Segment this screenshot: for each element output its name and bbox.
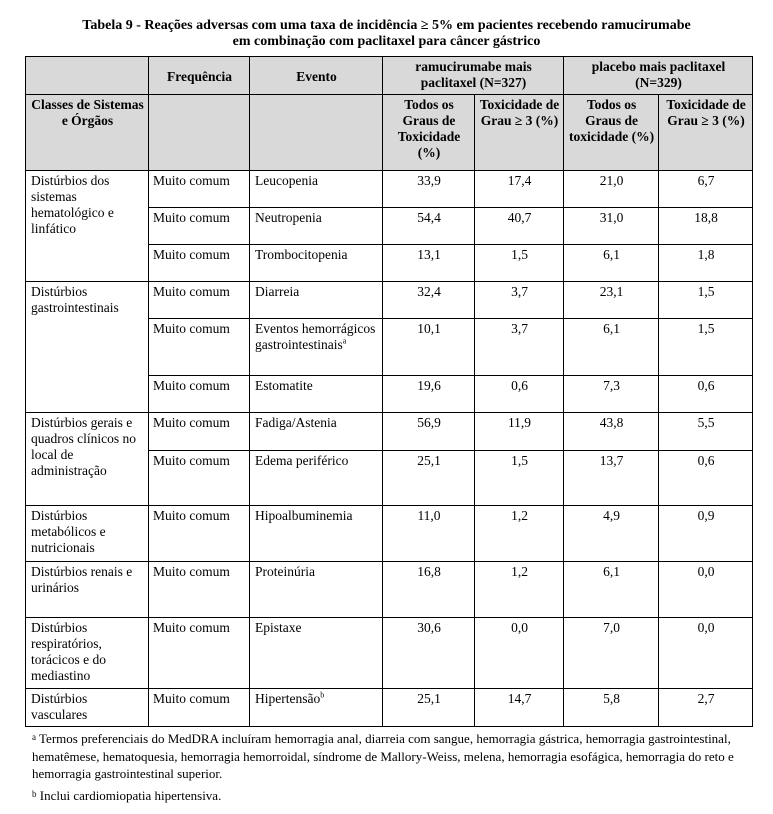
cell-frequency: Muito comum — [149, 171, 250, 208]
cell-grade3-placebo: 2,7 — [659, 689, 753, 727]
header-event-blank — [250, 95, 383, 171]
cell-class: Distúrbios dos sistemas hematológico e linfático — [26, 171, 149, 282]
cell-grade3-ramucirumab: 1,5 — [475, 451, 564, 506]
cell-frequency: Muito comum — [149, 451, 250, 506]
cell-event-text: Estomatite — [255, 378, 313, 393]
cell-event-text: Edema periférico — [255, 453, 349, 468]
cell-frequency: Muito comum — [149, 689, 250, 727]
footnote-a — [32, 730, 752, 783]
header-group-placebo: placebo mais paclitaxel (N=329) — [564, 57, 753, 95]
header-blank — [26, 57, 149, 95]
cell-event-text: Hipoalbuminemia — [255, 508, 353, 523]
header-grade3-placebo: Toxicidade de Grau ≥ 3 (%) — [659, 95, 753, 171]
cell-grade3-ramucirumab: 14,7 — [475, 689, 564, 727]
cell-all-grades-ramucirumab: 54,4 — [383, 208, 475, 245]
cell-all-grades-placebo: 5,8 — [564, 689, 659, 727]
header-row-1 — [26, 57, 753, 95]
header-grade3-ramucirumab: Toxicidade de Grau ≥ 3 (%) — [475, 95, 564, 171]
table-row — [26, 562, 753, 618]
cell-frequency: Muito comum — [149, 282, 250, 319]
footnote-marker: b — [320, 690, 325, 700]
header-all-grades-placebo: Todos os Graus de toxicidade (%) — [564, 95, 659, 171]
cell-all-grades-ramucirumab: 33,9 — [383, 171, 475, 208]
cell-all-grades-placebo: 31,0 — [564, 208, 659, 245]
cell-event — [250, 618, 383, 689]
cell-event — [250, 506, 383, 562]
cell-grade3-ramucirumab: 3,7 — [475, 282, 564, 319]
footnote-a-text: Termos preferenciais do MedDRA incluíram hemorragia anal, diarreia com sangue, hemorragia gástrica, hemorragia gastrointestinal, hematêmese, hematoquesia, hemorragia hemorroidal, síndrome de Mallory-Weiss, melena, hemorragia esofágica, hemorragia do reto e hemorragia gastrointestinal superior. — [32, 731, 734, 781]
cell-all-grades-ramucirumab: 56,9 — [383, 413, 475, 451]
cell-grade3-placebo: 0,6 — [659, 376, 753, 413]
footnote-b — [32, 787, 752, 805]
cell-frequency: Muito comum — [149, 376, 250, 413]
header-classes: Classes de Sistemas e Órgãos — [26, 95, 149, 171]
table-title-line-2: em combinação com paclitaxel para câncer gástrico — [232, 34, 541, 49]
cell-all-grades-placebo: 21,0 — [564, 171, 659, 208]
cell-event-text: Diarreia — [255, 284, 300, 299]
cell-all-grades-ramucirumab: 30,6 — [383, 618, 475, 689]
cell-grade3-placebo: 0,0 — [659, 618, 753, 689]
cell-event — [250, 451, 383, 506]
cell-event — [250, 319, 383, 376]
header-group-ramucirumab: ramucirumabe mais paclitaxel (N=327) — [383, 57, 564, 95]
table-row — [26, 618, 753, 689]
table-row — [26, 506, 753, 562]
cell-grade3-ramucirumab: 0,6 — [475, 376, 564, 413]
cell-event — [250, 376, 383, 413]
footnote-b-text: Inclui cardiomiopatia hipertensiva. — [39, 788, 222, 803]
cell-event — [250, 171, 383, 208]
cell-event-text: Neutropenia — [255, 210, 322, 225]
header-frequency-blank — [149, 95, 250, 171]
header-frequency: Frequência — [149, 57, 250, 95]
cell-grade3-placebo: 1,5 — [659, 282, 753, 319]
cell-class: Distúrbios gastrointestinais — [26, 282, 149, 413]
footnote-a-marker: a — [32, 732, 36, 742]
cell-class: Distúrbios renais e urinários — [26, 562, 149, 618]
cell-event-text: Epistaxe — [255, 620, 302, 635]
cell-all-grades-placebo: 6,1 — [564, 562, 659, 618]
cell-grade3-ramucirumab: 1,5 — [475, 245, 564, 282]
cell-frequency: Muito comum — [149, 618, 250, 689]
cell-event — [250, 689, 383, 727]
footnote-marker: a — [342, 336, 347, 346]
cell-all-grades-ramucirumab: 11,0 — [383, 506, 475, 562]
cell-event-text: Trombocitopenia — [255, 247, 348, 262]
cell-class: Distúrbios gerais e quadros clínicos no local de administração — [26, 413, 149, 506]
cell-grade3-placebo: 0,0 — [659, 562, 753, 618]
cell-grade3-placebo: 5,5 — [659, 413, 753, 451]
cell-all-grades-ramucirumab: 25,1 — [383, 689, 475, 727]
cell-all-grades-placebo: 7,3 — [564, 376, 659, 413]
cell-class: Distúrbios vasculares — [26, 689, 149, 727]
cell-event — [250, 208, 383, 245]
cell-event-text: Proteinúria — [255, 564, 315, 579]
cell-all-grades-placebo: 7,0 — [564, 618, 659, 689]
cell-all-grades-placebo: 6,1 — [564, 245, 659, 282]
cell-frequency: Muito comum — [149, 413, 250, 451]
cell-frequency: Muito comum — [149, 319, 250, 376]
cell-all-grades-ramucirumab: 32,4 — [383, 282, 475, 319]
cell-grade3-ramucirumab: 0,0 — [475, 618, 564, 689]
cell-grade3-placebo: 18,8 — [659, 208, 753, 245]
table-row — [26, 689, 753, 727]
table-title-line-1: Tabela 9 - Reações adversas com uma taxa de incidência ≥ 5% em pacientes recebendo ramucirumabe — [82, 18, 691, 33]
cell-frequency: Muito comum — [149, 208, 250, 245]
cell-event-text: Fadiga/Astenia — [255, 415, 337, 430]
cell-grade3-ramucirumab: 1,2 — [475, 562, 564, 618]
cell-event — [250, 562, 383, 618]
cell-frequency: Muito comum — [149, 562, 250, 618]
cell-grade3-ramucirumab: 40,7 — [475, 208, 564, 245]
cell-event-text: Leucopenia — [255, 173, 318, 188]
cell-event — [250, 413, 383, 451]
table-row — [26, 171, 753, 208]
cell-event-text: Hipertensão — [255, 691, 321, 706]
cell-grade3-placebo: 1,5 — [659, 319, 753, 376]
header-all-grades-ramucirumab: Todos os Graus de Toxicidade (%) — [383, 95, 475, 171]
cell-grade3-ramucirumab: 17,4 — [475, 171, 564, 208]
cell-all-grades-placebo: 6,1 — [564, 319, 659, 376]
cell-frequency: Muito comum — [149, 506, 250, 562]
cell-class: Distúrbios metabólicos e nutricionais — [26, 506, 149, 562]
footnote-b-marker: b — [32, 789, 37, 799]
cell-event — [250, 245, 383, 282]
cell-all-grades-ramucirumab: 19,6 — [383, 376, 475, 413]
cell-event-text: Eventos hemorrágicos gastrointestinais — [255, 321, 376, 352]
cell-grade3-placebo: 0,9 — [659, 506, 753, 562]
table-title — [0, 18, 773, 50]
cell-grade3-ramucirumab: 1,2 — [475, 506, 564, 562]
cell-grade3-ramucirumab: 11,9 — [475, 413, 564, 451]
cell-grade3-placebo: 1,8 — [659, 245, 753, 282]
cell-all-grades-ramucirumab: 10,1 — [383, 319, 475, 376]
cell-all-grades-placebo: 4,9 — [564, 506, 659, 562]
cell-frequency: Muito comum — [149, 245, 250, 282]
table-row — [26, 282, 753, 319]
cell-all-grades-placebo: 13,7 — [564, 451, 659, 506]
cell-grade3-placebo: 6,7 — [659, 171, 753, 208]
cell-class: Distúrbios respiratórios, torácicos e do mediastino — [26, 618, 149, 689]
header-event: Evento — [250, 57, 383, 95]
cell-all-grades-ramucirumab: 16,8 — [383, 562, 475, 618]
cell-event — [250, 282, 383, 319]
cell-all-grades-ramucirumab: 25,1 — [383, 451, 475, 506]
cell-all-grades-placebo: 23,1 — [564, 282, 659, 319]
cell-grade3-ramucirumab: 3,7 — [475, 319, 564, 376]
adverse-reactions-table — [25, 56, 753, 727]
header-row-2 — [26, 95, 753, 171]
cell-grade3-placebo: 0,6 — [659, 451, 753, 506]
table-row — [26, 413, 753, 451]
cell-all-grades-ramucirumab: 13,1 — [383, 245, 475, 282]
cell-all-grades-placebo: 43,8 — [564, 413, 659, 451]
